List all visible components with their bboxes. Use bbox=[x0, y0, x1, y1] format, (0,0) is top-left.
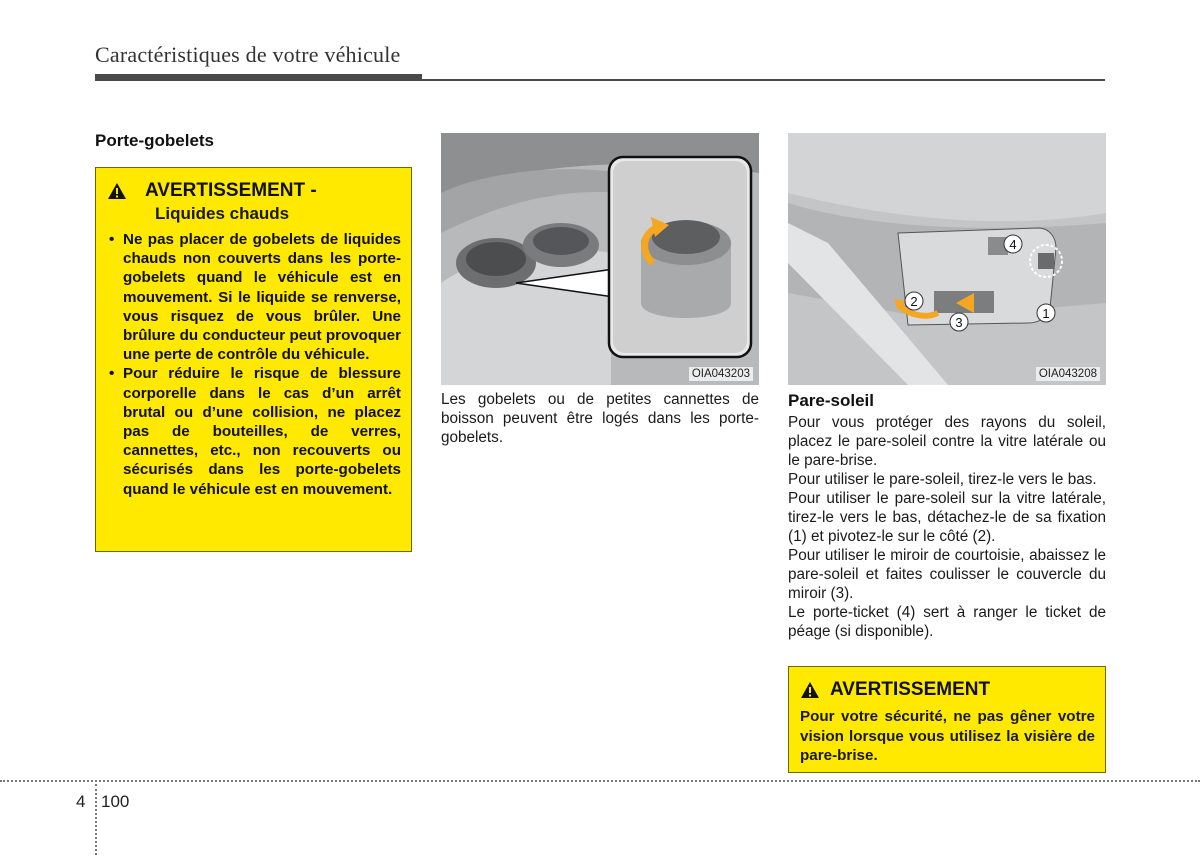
sunvisor-illustration bbox=[788, 133, 1106, 385]
warning-triangle-icon bbox=[800, 681, 820, 699]
warning-list-item: • Pour réduire le risque de blessure corporelle dans le cas d’un arrêt brutal ou d’une collision, ne placez pas de bouteilles, de verres, cannettes, etc., non recouverts ou sécurisés dans les porte-gobelets quand le véhicule est en mouvement. bbox=[107, 364, 401, 498]
warning-heading bbox=[800, 679, 1095, 701]
warning-heading-text: AVERTISSEMENT - bbox=[145, 180, 317, 201]
sunvisor-paragraph: Le porte-ticket (4) sert à ranger le ticket de péage (si disponible). bbox=[788, 604, 1106, 640]
figure-code-label: OIA043203 bbox=[689, 367, 753, 381]
page-header-title: Caractéristiques de votre véhicule bbox=[95, 42, 401, 67]
sunvisor-text bbox=[788, 413, 1106, 641]
sunvisor-title: Pare-soleil bbox=[788, 391, 874, 410]
warning-subheading: Liquides chauds bbox=[155, 204, 290, 223]
footer-dotted-divider bbox=[95, 784, 97, 855]
hot-liquids-warning-box bbox=[95, 167, 412, 552]
sunvisor-paragraph: Pour utiliser le miroir de courtoisie, abaissez le pare-soleil et faites coulisser le couvercle du miroir (3). bbox=[788, 547, 1106, 602]
cupholders-title: Porte-gobelets bbox=[95, 131, 215, 150]
sunvisor-warning-box bbox=[788, 666, 1106, 773]
cupholder-illustration bbox=[441, 133, 759, 385]
chapter-number: 4 bbox=[76, 792, 86, 811]
sunvisor-paragraph: Pour vous protéger des rayons du soleil, placez le pare-soleil contre la vitre latérale ou le pare-brise. bbox=[788, 414, 1106, 469]
warning-heading bbox=[107, 180, 401, 202]
warning-list bbox=[107, 230, 401, 499]
callout-2: 2 bbox=[910, 294, 918, 309]
header-rule-thin bbox=[95, 79, 1105, 81]
sunvisor-paragraph: Pour utiliser le pare-soleil sur la vitre latérale, tirez-le vers le bas, détachez-le de sa fixation (1) et pivotez-le sur le côté (2). bbox=[788, 490, 1106, 545]
cupholders-caption: Les gobelets ou de petites cannettes de boisson peuvent être logés dans les porte-gobelets. bbox=[441, 391, 759, 446]
warning-triangle-icon bbox=[107, 182, 127, 200]
callout-4: 4 bbox=[1009, 237, 1017, 252]
sunvisor-paragraph: Pour utiliser le pare-soleil, tirez-le vers le bas. bbox=[788, 471, 1097, 488]
warning-list-item: • Ne pas placer de gobelets de liquides chauds non couverts dans les porte-gobelets quand le véhicule est en mouvement. Si le liquide se renverse, vous risquez de vous brûler. Une brûlure du conducteur peut provoquer une perte de contrôle du véhicule. bbox=[107, 230, 401, 364]
cupholder-drawing bbox=[441, 133, 759, 385]
warning-body: Pour votre sécurité, ne pas gêner votre vision lorsque vous utilisez la visière de pare-brise. bbox=[800, 708, 1095, 764]
callout-3: 3 bbox=[955, 315, 963, 330]
warning-heading-text: AVERTISSEMENT bbox=[830, 679, 991, 700]
sunvisor-drawing bbox=[788, 133, 1106, 385]
callout-1: 1 bbox=[1042, 306, 1050, 321]
figure-code-label: OIA043208 bbox=[1036, 367, 1100, 381]
footer-dotted-rule bbox=[0, 780, 1200, 782]
page-number: 100 bbox=[101, 792, 130, 811]
